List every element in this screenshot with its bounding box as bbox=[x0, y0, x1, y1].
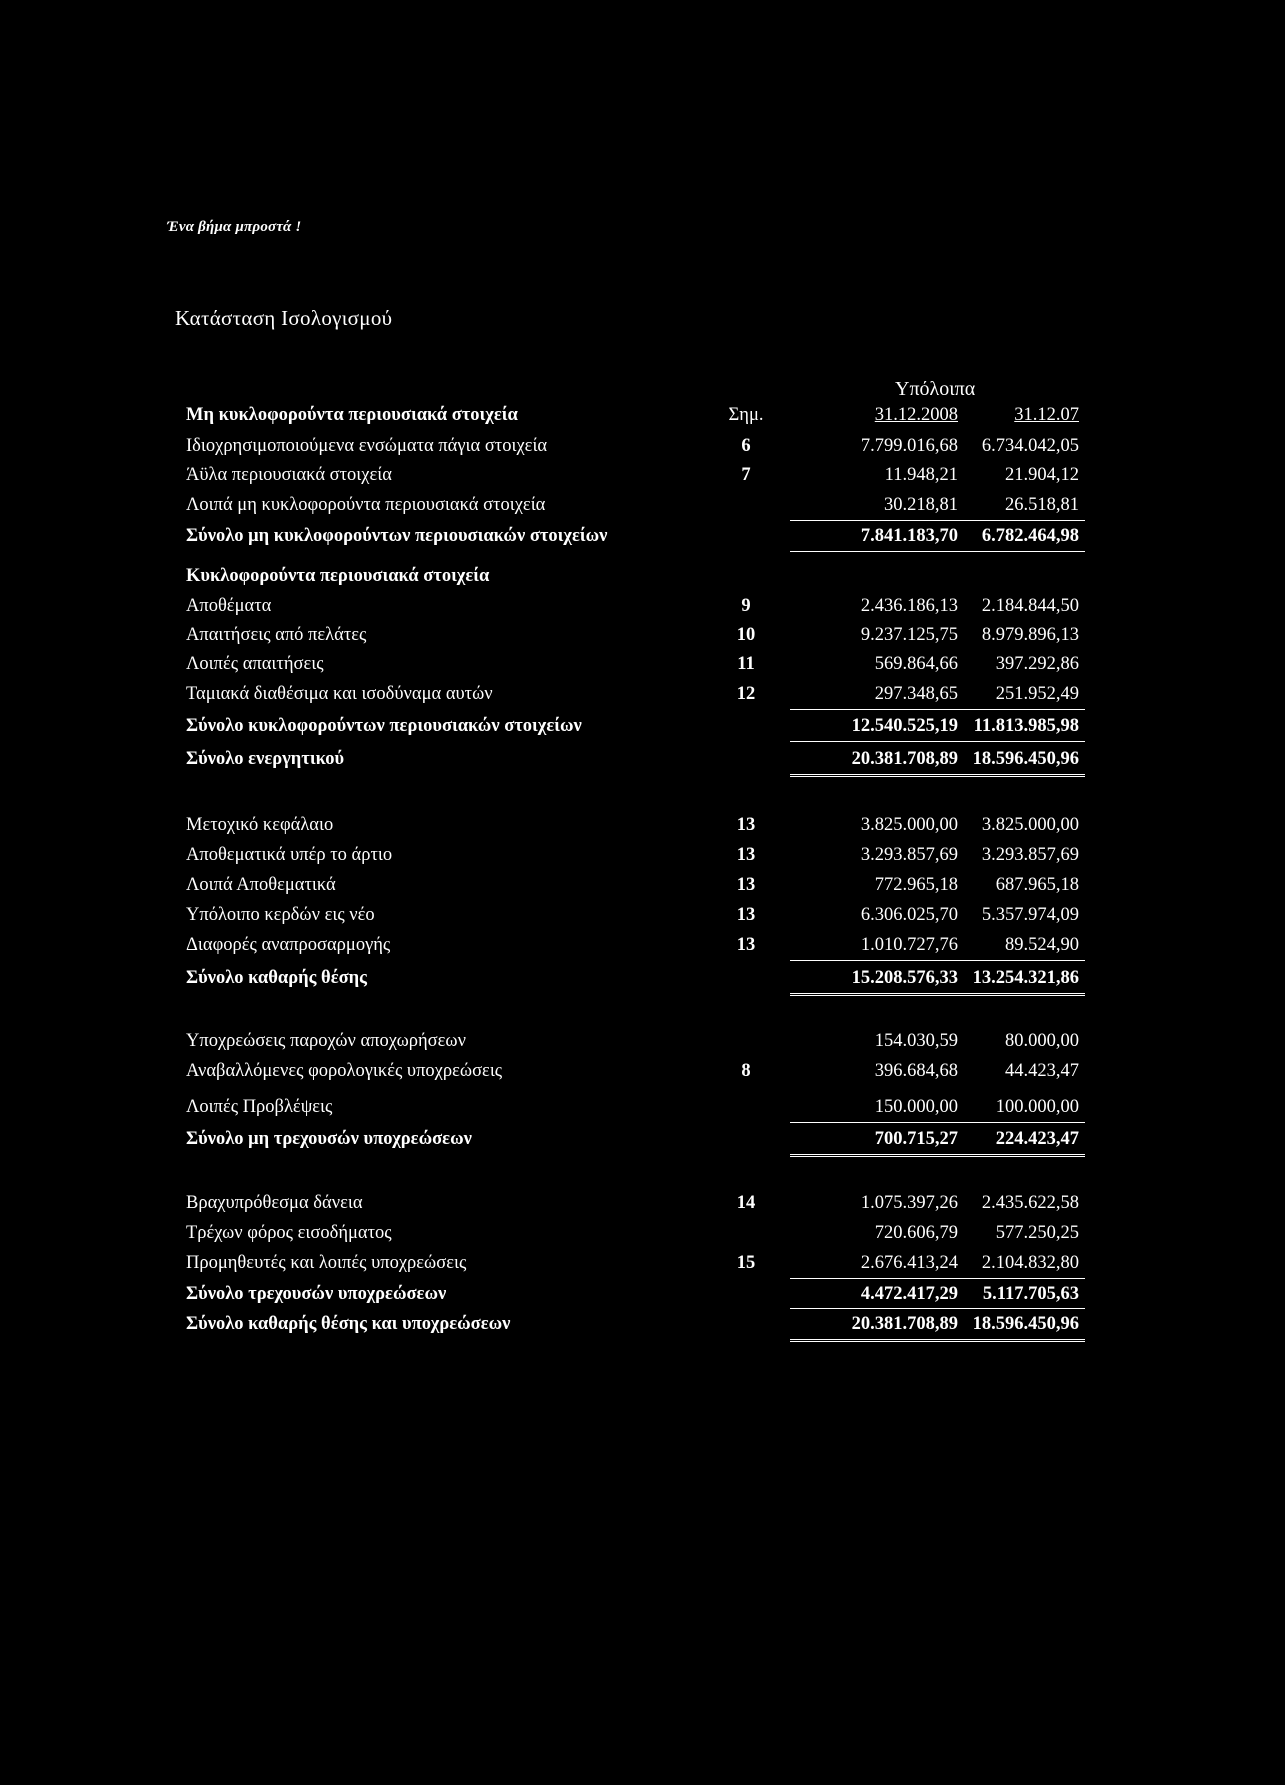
subtotal-rule bbox=[790, 960, 960, 961]
date-column-header-2007: 31.12.07 bbox=[1014, 405, 1079, 425]
row-value-2007: 6.782.464,98 bbox=[981, 526, 1079, 546]
balances-column-group-header: Υπόλοιπα bbox=[895, 378, 976, 400]
row-note: 10 bbox=[736, 625, 756, 645]
row-value-2008: 9.237.125,75 bbox=[860, 625, 958, 645]
row-label: Υπόλοιπο κερδών εις νέο bbox=[186, 905, 375, 925]
table-header-row bbox=[0, 405, 1285, 435]
total-double-rule bbox=[790, 1339, 960, 1342]
row-value-2008: 1.010.727,76 bbox=[860, 935, 958, 955]
subtotal-row bbox=[0, 1129, 1285, 1159]
subtotal-rule bbox=[790, 709, 960, 710]
row-value-2007: 2.104.832,80 bbox=[981, 1253, 1079, 1273]
row-label: Σύνολο καθαρής θέσης και υποχρεώσεων bbox=[186, 1314, 511, 1334]
company-motto: Ένα βήμα μπροστά ! bbox=[167, 219, 302, 235]
table-row bbox=[0, 1193, 1285, 1223]
row-label: Σύνολο μη κυκλοφορούντων περιουσιακών στοιχείων bbox=[186, 526, 608, 546]
row-label: Λοιπά μη κυκλοφορούντα περιουσιακά στοιχεία bbox=[186, 495, 546, 515]
row-note: 6 bbox=[741, 436, 751, 456]
subtotal-rule bbox=[790, 1278, 960, 1279]
row-note: 14 bbox=[736, 1193, 756, 1213]
row-note: 11 bbox=[737, 654, 755, 674]
row-value-2008: 569.864,66 bbox=[874, 654, 958, 674]
table-row bbox=[0, 905, 1285, 935]
row-note: 8 bbox=[741, 1061, 751, 1081]
row-value-2007: 13.254.321,86 bbox=[972, 968, 1079, 988]
row-value-2007: 2.435.622,58 bbox=[981, 1193, 1079, 1213]
row-note: 13 bbox=[736, 905, 756, 925]
row-note: 13 bbox=[736, 875, 756, 895]
table-row bbox=[0, 1097, 1285, 1127]
row-value-2007: 577.250,25 bbox=[995, 1223, 1079, 1243]
total-double-rule bbox=[948, 993, 1085, 996]
row-value-2007: 26.518,81 bbox=[1005, 495, 1079, 515]
row-value-2008: 4.472.417,29 bbox=[860, 1284, 958, 1304]
row-value-2008: 2.676.413,24 bbox=[860, 1253, 958, 1273]
row-label: Αποθεματικά υπέρ το άρτιο bbox=[186, 845, 393, 865]
row-label: Αναβαλλόμενες φορολογικές υποχρεώσεις bbox=[186, 1061, 503, 1081]
row-label: Σύνολο μη τρεχουσών υποχρεώσεων bbox=[186, 1129, 472, 1149]
grand-total-row bbox=[0, 1314, 1285, 1344]
row-value-2008: 3.293.857,69 bbox=[860, 845, 958, 865]
row-label: Μετοχικό κεφάλαιο bbox=[186, 815, 334, 835]
row-value-2008: 20.381.708,89 bbox=[851, 749, 958, 769]
date-column-header-2008: 31.12.2008 bbox=[874, 405, 958, 425]
row-note: 7 bbox=[741, 465, 751, 485]
table-row bbox=[0, 684, 1285, 714]
row-value-2007: 8.979.896,13 bbox=[981, 625, 1079, 645]
table-row bbox=[0, 845, 1285, 875]
subtotal-rule bbox=[948, 960, 1085, 961]
row-value-2008: 7.799.016,68 bbox=[860, 436, 958, 456]
row-value-2008: 6.306.025,70 bbox=[860, 905, 958, 925]
subtotal-rule bbox=[948, 741, 1085, 742]
table-row bbox=[0, 465, 1285, 495]
row-label: Ταμιακά διαθέσιμα και ισοδύναμα αυτών bbox=[186, 684, 493, 704]
row-value-2008: 154.030,59 bbox=[874, 1031, 958, 1051]
row-label: Ιδιοχρησιμοποιούμενα ενσώματα πάγια στοιχεία bbox=[186, 436, 548, 456]
row-label: Λοιπά Αποθεματικά bbox=[186, 875, 336, 895]
row-value-2007: 224.423,47 bbox=[995, 1129, 1079, 1149]
row-value-2007: 21.904,12 bbox=[1005, 465, 1079, 485]
subtotal-row bbox=[0, 968, 1285, 998]
row-value-2007: 5.357.974,09 bbox=[981, 905, 1079, 925]
row-value-2008: 12.540.525,19 bbox=[851, 716, 958, 736]
page-title: Κατάσταση Ισολογισμού bbox=[175, 306, 393, 330]
row-value-2007: 11.813.985,98 bbox=[973, 716, 1079, 736]
row-value-2007: 2.184.844,50 bbox=[981, 596, 1079, 616]
table-row bbox=[0, 625, 1285, 655]
row-note: 15 bbox=[736, 1253, 756, 1273]
total-row bbox=[0, 749, 1285, 779]
table-row bbox=[0, 875, 1285, 905]
row-value-2008: 1.075.397,26 bbox=[860, 1193, 958, 1213]
subtotal-rule bbox=[790, 1308, 960, 1309]
subtotal-rule bbox=[948, 1122, 1085, 1123]
table-row bbox=[0, 596, 1285, 626]
total-double-rule bbox=[948, 1339, 1085, 1342]
row-note: 13 bbox=[736, 815, 756, 835]
row-value-2007: 18.596.450,96 bbox=[972, 749, 1079, 769]
subtotal-rule bbox=[948, 520, 1085, 521]
total-double-rule bbox=[790, 993, 960, 996]
row-value-2007: 397.292,86 bbox=[995, 654, 1079, 674]
row-value-2008: 720.606,79 bbox=[874, 1223, 958, 1243]
row-label: Σύνολο ενεργητικού bbox=[186, 749, 345, 769]
row-value-2008: 700.715,27 bbox=[874, 1129, 958, 1149]
row-value-2007: 18.596.450,96 bbox=[972, 1314, 1079, 1334]
row-value-2007: 3.825.000,00 bbox=[981, 815, 1079, 835]
row-label: Σύνολο καθαρής θέσης bbox=[186, 968, 367, 988]
subtotal-row bbox=[0, 526, 1285, 556]
row-label: Λοιπές απαιτήσεις bbox=[186, 654, 324, 674]
row-value-2007: 3.293.857,69 bbox=[981, 845, 1079, 865]
row-label: Αποθέματα bbox=[186, 596, 272, 616]
row-label: Τρέχων φόρος εισοδήματος bbox=[186, 1223, 392, 1243]
row-value-2007: 44.423,47 bbox=[1005, 1061, 1079, 1081]
row-value-2008: 150.000,00 bbox=[874, 1097, 958, 1117]
row-value-2008: 20.381.708,89 bbox=[851, 1314, 958, 1334]
table-row bbox=[0, 935, 1285, 965]
total-double-rule bbox=[948, 774, 1085, 777]
row-value-2008: 11.948,21 bbox=[884, 465, 958, 485]
row-value-2008: 3.825.000,00 bbox=[860, 815, 958, 835]
table-row bbox=[0, 1061, 1285, 1091]
row-value-2007: 687.965,18 bbox=[995, 875, 1079, 895]
row-label: Άϋλα περιουσιακά στοιχεία bbox=[186, 465, 392, 485]
row-label: Προμηθευτές και λοιπές υποχρεώσεις bbox=[186, 1253, 467, 1273]
row-value-2008: 30.218,81 bbox=[884, 495, 958, 515]
row-value-2007: 89.524,90 bbox=[1005, 935, 1079, 955]
subtotal-rule bbox=[790, 551, 960, 552]
subtotal-row bbox=[0, 716, 1285, 746]
subtotal-rule bbox=[948, 1278, 1085, 1279]
row-value-2008: 7.841.183,70 bbox=[860, 526, 958, 546]
row-value-2007: 80.000,00 bbox=[1005, 1031, 1079, 1051]
table-row bbox=[0, 436, 1285, 466]
row-label: Σύνολο κυκλοφορούντων περιουσιακών στοιχείων bbox=[186, 716, 582, 736]
table-row bbox=[0, 815, 1285, 845]
total-double-rule bbox=[790, 1154, 960, 1157]
row-value-2008: 2.436.186,13 bbox=[860, 596, 958, 616]
table-row bbox=[0, 495, 1285, 525]
subtotal-rule bbox=[948, 709, 1085, 710]
row-value-2007: 100.000,00 bbox=[995, 1097, 1079, 1117]
table-row bbox=[0, 1223, 1285, 1253]
row-value-2008: 396.684,68 bbox=[874, 1061, 958, 1081]
row-value-2007: 251.952,49 bbox=[995, 684, 1079, 704]
total-double-rule bbox=[790, 774, 960, 777]
subtotal-rule bbox=[948, 551, 1085, 552]
row-note: 13 bbox=[736, 845, 756, 865]
section-heading-current-assets: Κυκλοφορούντα περιουσιακά στοιχεία bbox=[186, 566, 490, 586]
table-row bbox=[0, 1253, 1285, 1283]
row-value-2008: 15.208.576,33 bbox=[851, 968, 958, 988]
note-column-header: Σημ. bbox=[728, 405, 764, 425]
row-value-2008: 772.965,18 bbox=[874, 875, 958, 895]
total-double-rule bbox=[948, 1154, 1085, 1157]
row-note: 12 bbox=[736, 684, 756, 704]
row-label: Απαιτήσεις από πελάτες bbox=[186, 625, 367, 645]
row-label: Υποχρεώσεις παροχών αποχωρήσεων bbox=[186, 1031, 466, 1051]
section-heading-non-current-assets: Μη κυκλοφορούντα περιουσιακά στοιχεία bbox=[186, 405, 518, 425]
subtotal-rule bbox=[790, 741, 960, 742]
table-row bbox=[0, 1031, 1285, 1061]
table-row bbox=[0, 654, 1285, 684]
subtotal-rule bbox=[790, 1122, 960, 1123]
row-note: 9 bbox=[741, 596, 751, 616]
row-label: Σύνολο τρεχουσών υποχρεώσεων bbox=[186, 1284, 447, 1304]
row-label: Βραχυπρόθεσμα δάνεια bbox=[186, 1193, 363, 1213]
row-value-2007: 6.734.042,05 bbox=[981, 436, 1079, 456]
section-heading-row bbox=[0, 566, 1285, 596]
row-label: Διαφορές αναπροσαρμογής bbox=[186, 935, 391, 955]
subtotal-rule bbox=[790, 520, 960, 521]
subtotal-row bbox=[0, 1284, 1285, 1314]
subtotal-rule bbox=[948, 1308, 1085, 1309]
row-label: Λοιπές Προβλέψεις bbox=[186, 1097, 333, 1117]
row-note: 13 bbox=[736, 935, 756, 955]
row-value-2007: 5.117.705,63 bbox=[982, 1284, 1079, 1304]
row-value-2008: 297.348,65 bbox=[874, 684, 958, 704]
